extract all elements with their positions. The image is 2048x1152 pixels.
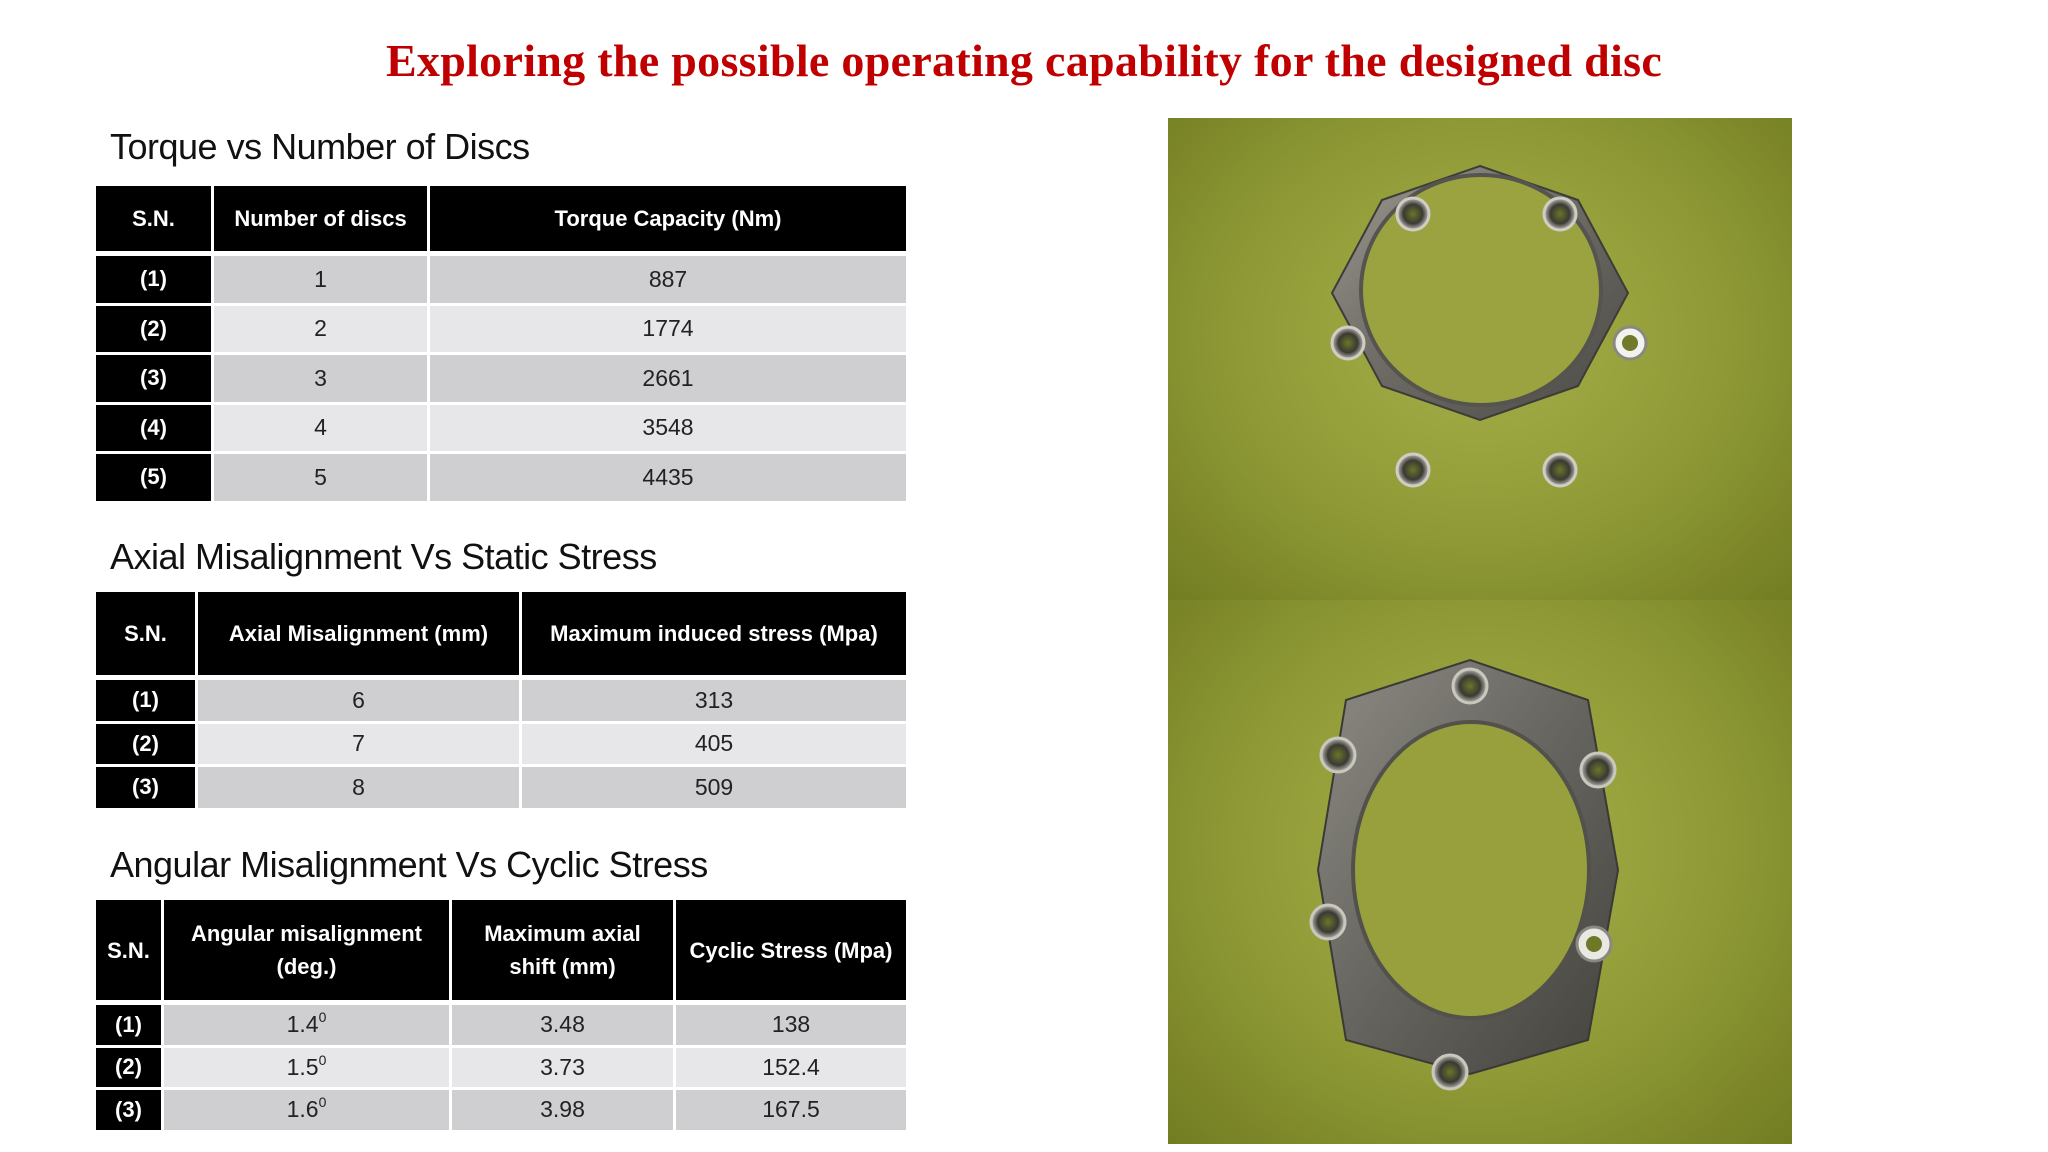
axial-table	[96, 592, 906, 811]
row-stress: 313	[522, 680, 906, 724]
table-row	[96, 1048, 906, 1091]
row-torque: 2661	[430, 355, 906, 405]
row-angle	[164, 1005, 452, 1048]
degree-mark: 0	[318, 1051, 327, 1068]
row-torque: 887	[430, 256, 906, 306]
table-row	[96, 724, 906, 768]
table-row	[96, 355, 906, 405]
table-row	[96, 680, 906, 724]
row-torque: 4435	[430, 454, 906, 504]
axial-table-heading: Axial Misalignment Vs Static Stress	[110, 536, 657, 577]
row-misalignment: 7	[198, 724, 522, 768]
torque-header-sn: S.N.	[96, 186, 214, 256]
row-angle-value: 1.4	[286, 1011, 319, 1038]
torque-table	[96, 186, 906, 504]
row-sn: (1)	[96, 256, 214, 306]
torque-header-capacity: Torque Capacity (Nm)	[430, 186, 906, 256]
table-row	[96, 454, 906, 504]
row-sn: (4)	[96, 405, 214, 455]
row-sn: (3)	[96, 1090, 164, 1133]
row-shift: 3.98	[452, 1090, 676, 1133]
degree-mark: 0	[318, 1009, 327, 1026]
row-angle	[164, 1090, 452, 1133]
row-sn: (3)	[96, 355, 214, 405]
disc-drawing-top	[1168, 118, 1792, 600]
row-discs: 5	[214, 454, 430, 504]
row-misalignment: 6	[198, 680, 522, 724]
row-sn: (1)	[96, 680, 198, 724]
table-row	[96, 306, 906, 356]
row-torque: 1774	[430, 306, 906, 356]
angular-header-misalignment: Angular misalignment (deg.)	[164, 900, 452, 1005]
table-row	[96, 256, 906, 306]
angular-table-heading: Angular Misalignment Vs Cyclic Stress	[110, 844, 708, 885]
angular-header-stress: Cyclic Stress (Mpa)	[676, 900, 906, 1005]
row-discs: 3	[214, 355, 430, 405]
disc-photo-top	[1168, 118, 1792, 600]
row-sn: (2)	[96, 306, 214, 356]
row-discs: 1	[214, 256, 430, 306]
row-sn: (2)	[96, 724, 198, 768]
row-sn: (1)	[96, 1005, 164, 1048]
row-angle-value: 1.5	[286, 1053, 319, 1080]
row-sn: (3)	[96, 767, 198, 811]
disc-shape	[1332, 166, 1628, 420]
row-shift: 3.73	[452, 1048, 676, 1091]
axial-header-sn: S.N.	[96, 592, 198, 680]
axial-header-misalignment: Axial Misalignment (mm)	[198, 592, 522, 680]
angular-header-shift: Maximum axial shift (mm)	[452, 900, 676, 1005]
table-row	[96, 405, 906, 455]
disc-shape	[1318, 660, 1618, 1074]
table-row	[96, 767, 906, 811]
row-angle	[164, 1048, 452, 1091]
row-stress: 509	[522, 767, 906, 811]
row-discs: 2	[214, 306, 430, 356]
angular-table	[96, 900, 906, 1133]
disc-drawing-bottom	[1168, 600, 1792, 1144]
row-discs: 4	[214, 405, 430, 455]
row-stress: 152.4	[676, 1048, 906, 1091]
row-misalignment: 8	[198, 767, 522, 811]
angular-header-sn: S.N.	[96, 900, 164, 1005]
disc-photo-bottom	[1168, 600, 1792, 1144]
torque-table-heading: Torque vs Number of Discs	[110, 126, 530, 167]
row-torque: 3548	[430, 405, 906, 455]
row-sn: (5)	[96, 454, 214, 504]
row-stress: 138	[676, 1005, 906, 1048]
row-stress: 167.5	[676, 1090, 906, 1133]
row-angle-value: 1.6	[286, 1096, 319, 1123]
row-stress: 405	[522, 724, 906, 768]
torque-header-discs: Number of discs	[214, 186, 430, 256]
slide-title: Exploring the possible operating capability for the designed disc	[385, 35, 1663, 86]
degree-mark: 0	[318, 1094, 327, 1111]
table-row	[96, 1005, 906, 1048]
row-shift: 3.48	[452, 1005, 676, 1048]
axial-header-stress: Maximum induced stress (Mpa)	[522, 592, 906, 680]
table-row	[96, 1090, 906, 1133]
row-sn: (2)	[96, 1048, 164, 1091]
